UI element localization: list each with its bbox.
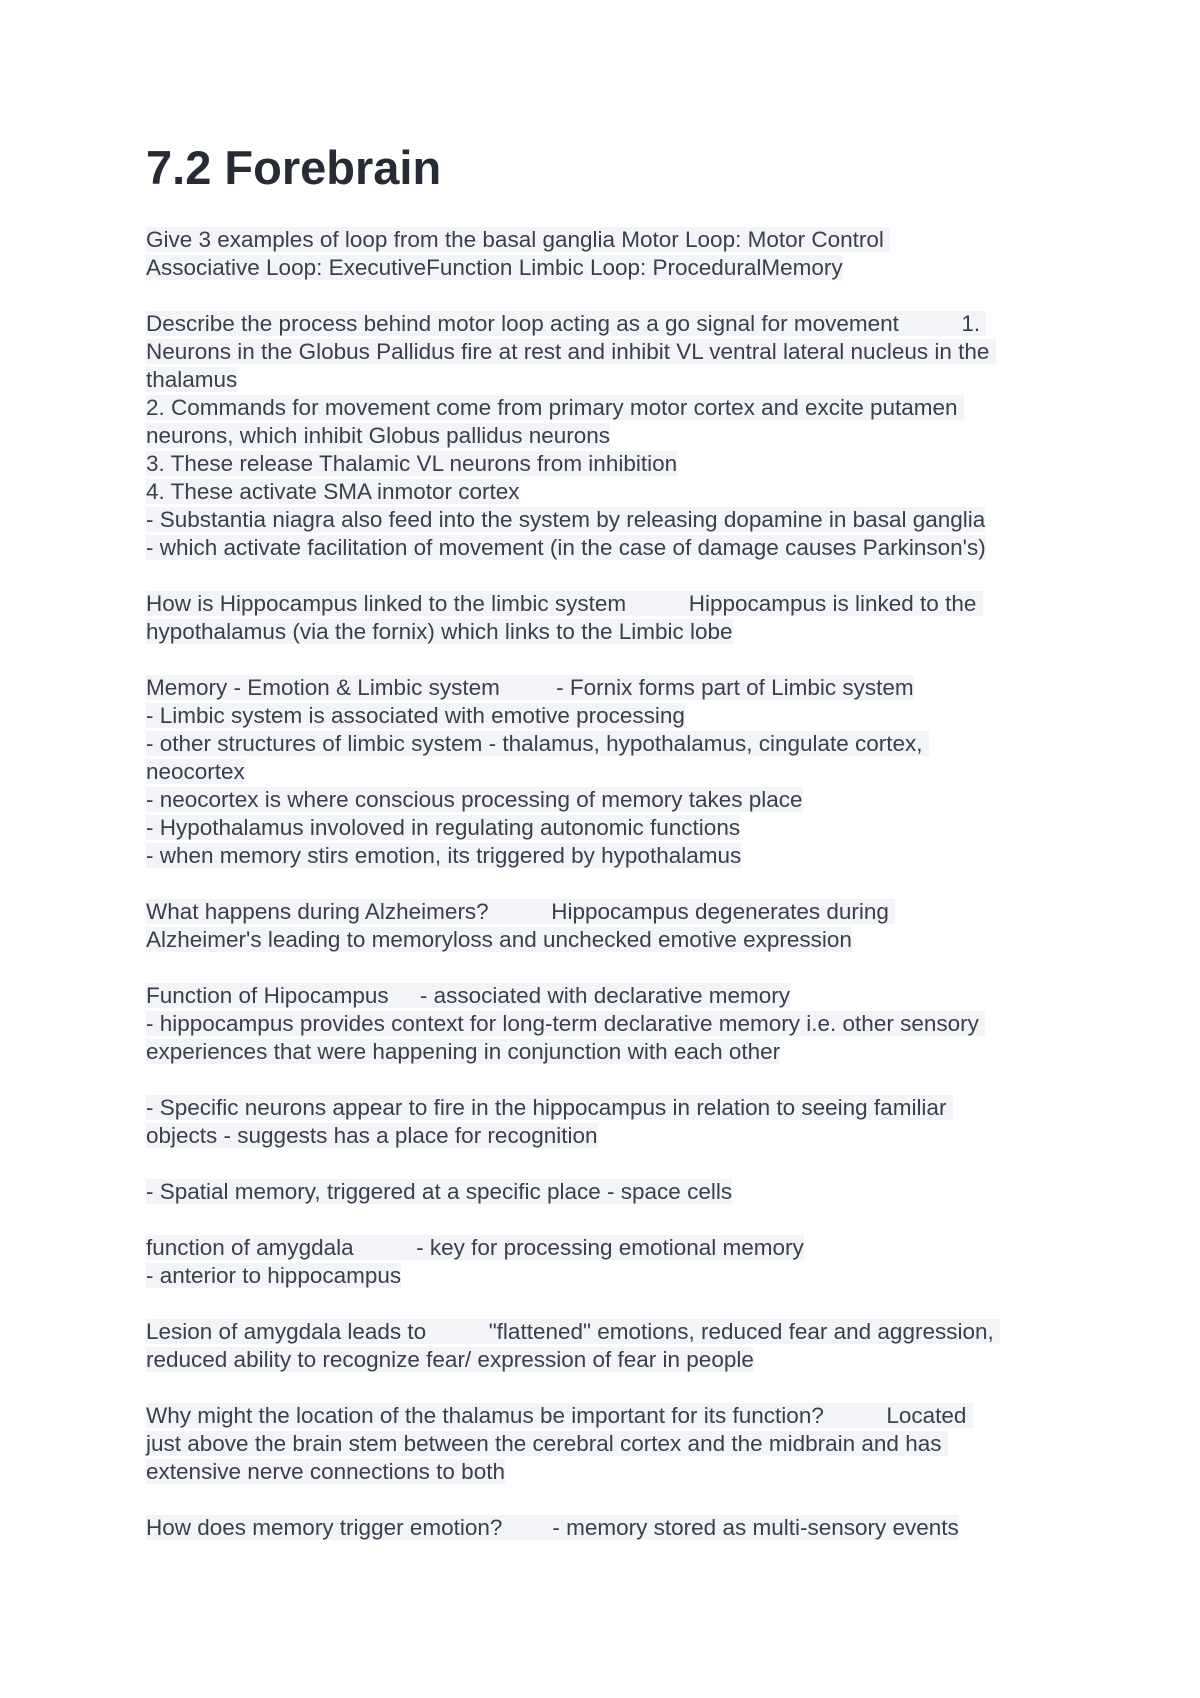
card-line-text: How does memory trigger emotion? - memory stored as multi-sensory events <box>146 1515 959 1540</box>
card-line <box>146 422 1076 450</box>
card-line <box>146 1010 1076 1038</box>
card-line-text: - other structures of limbic system - thalamus, hypothalamus, cingulate cortex, <box>146 731 929 756</box>
card-line-text: Neurons in the Globus Pallidus fire at rest and inhibit VL ventral lateral nucleus in the <box>146 339 996 364</box>
card-line <box>146 898 1076 926</box>
card-line-text: Give 3 examples of loop from the basal ganglia Motor Loop: Motor Control <box>146 227 891 252</box>
card-line <box>146 1178 1076 1206</box>
card-line <box>146 1430 1076 1458</box>
card-line <box>146 702 1076 730</box>
card-line <box>146 534 1076 562</box>
card-line-text: - hippocampus provides context for long-term declarative memory i.e. other sensory <box>146 1011 986 1036</box>
card-line-text: extensive nerve connections to both <box>146 1459 505 1484</box>
card-line <box>146 338 1076 366</box>
card-function-amygdala <box>146 1234 1076 1290</box>
card-line-text: Function of Hipocampus - associated with declarative memory <box>146 983 791 1008</box>
card-line <box>146 366 1076 394</box>
card-line <box>146 1094 1076 1122</box>
card-line <box>146 310 1076 338</box>
card-function-hippocampus <box>146 982 1076 1206</box>
card-line-text: thalamus <box>146 367 238 392</box>
card-line-text: How is Hippocampus linked to the limbic system Hippocampus is linked to the <box>146 591 983 616</box>
card-line-text: Describe the process behind motor loop acting as a go signal for movement 1. <box>146 311 987 336</box>
flashcard-list <box>146 226 1076 1542</box>
card-line <box>146 1038 1076 1066</box>
card-line-text: - Specific neurons appear to fire in the hippocampus in relation to seeing familiar <box>146 1095 953 1120</box>
card-line-text: just above the brain stem between the cerebral cortex and the midbrain and has <box>146 1431 948 1456</box>
card-line-text: neurons, which inhibit Globus pallidus neurons <box>146 423 611 448</box>
card-line-text: experiences that were happening in conjunction with each other <box>146 1039 781 1064</box>
page-title: 7.2 Forebrain <box>146 141 442 194</box>
card-line <box>146 1150 1076 1178</box>
card-line-text: - when memory stirs emotion, its triggered by hypothalamus <box>146 843 742 868</box>
card-line <box>146 1066 1076 1094</box>
card-line-text: - anterior to hippocampus <box>146 1263 402 1288</box>
card-line <box>146 1346 1076 1374</box>
card-line-text: function of amygdala - key for processing emotional memory <box>146 1235 804 1260</box>
card-line-text: reduced ability to recognize fear/ expression of fear in people <box>146 1347 754 1372</box>
card-line-text: Alzheimer's leading to memoryloss and unchecked emotive expression <box>146 927 852 952</box>
card-line-text: What happens during Alzheimers? Hippocampus degenerates during <box>146 899 896 924</box>
card-line <box>146 226 1076 254</box>
card-line-text: Memory - Emotion & Limbic system - Fornix forms part of Limbic system <box>146 675 914 700</box>
card-amygdala-lesion <box>146 1318 1076 1374</box>
card-line-text <box>146 1067 152 1092</box>
card-line <box>146 814 1076 842</box>
card-line <box>146 394 1076 422</box>
card-line <box>146 450 1076 478</box>
card-line-text: hypothalamus (via the fornix) which links to the Limbic lobe <box>146 619 733 644</box>
card-line <box>146 478 1076 506</box>
card-line-text: 4. These activate SMA inmotor cortex <box>146 479 520 504</box>
card-line <box>146 842 1076 870</box>
card-line <box>146 982 1076 1010</box>
document-page <box>146 140 1076 1570</box>
card-memory-emotion-limbic <box>146 674 1076 870</box>
card-line-text: Why might the location of the thalamus be important for its function? Located <box>146 1403 973 1428</box>
card-hippocampus-limbic-link <box>146 590 1076 646</box>
card-line <box>146 506 1076 534</box>
card-memory-trigger-emotion <box>146 1514 1076 1542</box>
card-line-text: - Substantia niagra also feed into the system by releasing dopamine in basal ganglia <box>146 507 986 532</box>
card-line <box>146 1262 1076 1290</box>
card-line-text: Lesion of amygdala leads to "flattened" emotions, reduced fear and aggression, <box>146 1319 1000 1344</box>
card-line <box>146 1458 1076 1486</box>
card-line <box>146 1234 1076 1262</box>
card-line-text: - neocortex is where conscious processing of memory takes place <box>146 787 803 812</box>
card-line <box>146 590 1076 618</box>
card-line-text: - which activate facilitation of movement (in the case of damage causes Parkinson's) <box>146 535 986 560</box>
card-line <box>146 254 1076 282</box>
card-line-text: objects - suggests has a place for recognition <box>146 1123 598 1148</box>
card-line <box>146 674 1076 702</box>
card-line <box>146 1122 1076 1150</box>
card-line <box>146 1402 1076 1430</box>
card-line-text: 2. Commands for movement come from primary motor cortex and excite putamen <box>146 395 964 420</box>
card-line <box>146 1318 1076 1346</box>
card-line-text: neocortex <box>146 759 245 784</box>
card-line-text: - Spatial memory, triggered at a specific place - space cells <box>146 1179 733 1204</box>
card-line <box>146 730 1076 758</box>
card-basal-ganglia-loops <box>146 226 1076 282</box>
card-line-text: - Limbic system is associated with emotive processing <box>146 703 685 728</box>
card-line-text: Associative Loop: ExecutiveFunction Limbic Loop: ProceduralMemory <box>146 255 843 280</box>
card-alzheimers <box>146 898 1076 954</box>
card-line <box>146 758 1076 786</box>
card-line-text: - Hypothalamus involoved in regulating autonomic functions <box>146 815 741 840</box>
card-line <box>146 926 1076 954</box>
card-thalamus-location <box>146 1402 1076 1486</box>
card-line <box>146 1514 1076 1542</box>
card-line <box>146 786 1076 814</box>
card-line <box>146 618 1076 646</box>
card-line-text <box>146 1151 152 1176</box>
card-motor-loop-go-signal <box>146 310 1076 562</box>
card-line-text: 3. These release Thalamic VL neurons from inhibition <box>146 451 678 476</box>
